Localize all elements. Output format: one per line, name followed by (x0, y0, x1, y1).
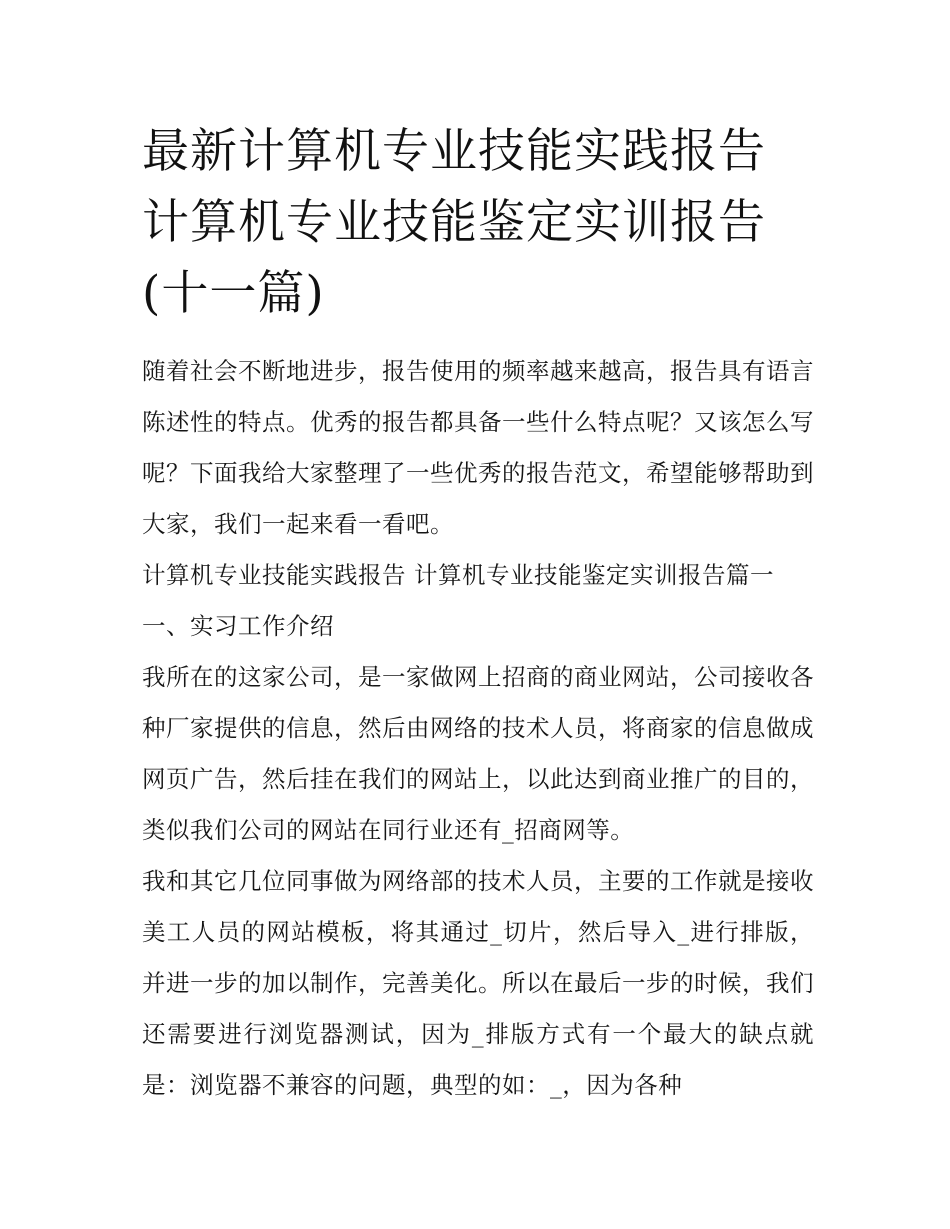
body-paragraph-company: 我所在的这家公司，是一家做网上招商的商业网站，公司接收各种厂家提供的信息，然后由网络的技术人员，将商家的信息做成网页广告，然后挂在我们的网站上，以此达到商业推广的目的，类似我们公司的网站在同行业还有_招商网等。 (142, 663, 814, 844)
document-content (142, 116, 814, 1111)
document-title (142, 116, 814, 329)
title-line-3: (十一篇) (142, 266, 325, 321)
document-body (142, 346, 814, 1111)
section-heading: 计算机专业技能实践报告 计算机专业技能鉴定实训报告篇一 (142, 561, 774, 589)
title-line-2: 计算机专业技能鉴定实训报告 (142, 195, 766, 250)
intro-paragraph: 随着社会不断地进步，报告使用的频率越来越高，报告具有语言陈述性的特点。优秀的报告都具备一些什么特点呢？又该怎么写呢？下面我给大家整理了一些优秀的报告范文，希望能够帮助到大家，我们一起来看一看吧。 (142, 357, 814, 538)
body-paragraph-work: 我和其它几位同事做为网络部的技术人员，主要的工作就是接收美工人员的网站模板，将其通过_切片，然后导入_进行排版，并进一步的加以制作，完善美化。所以在最后一步的时候，我们还需要进行浏览器测试，因为_排版方式有一个最大的缺点就是：浏览器不兼容的问题，典型的如：_，因为各种 (142, 867, 814, 1099)
subsection-heading: 一、实习工作介绍 (142, 612, 334, 640)
title-line-1: 最新计算机专业技能实践报告 (142, 124, 766, 179)
